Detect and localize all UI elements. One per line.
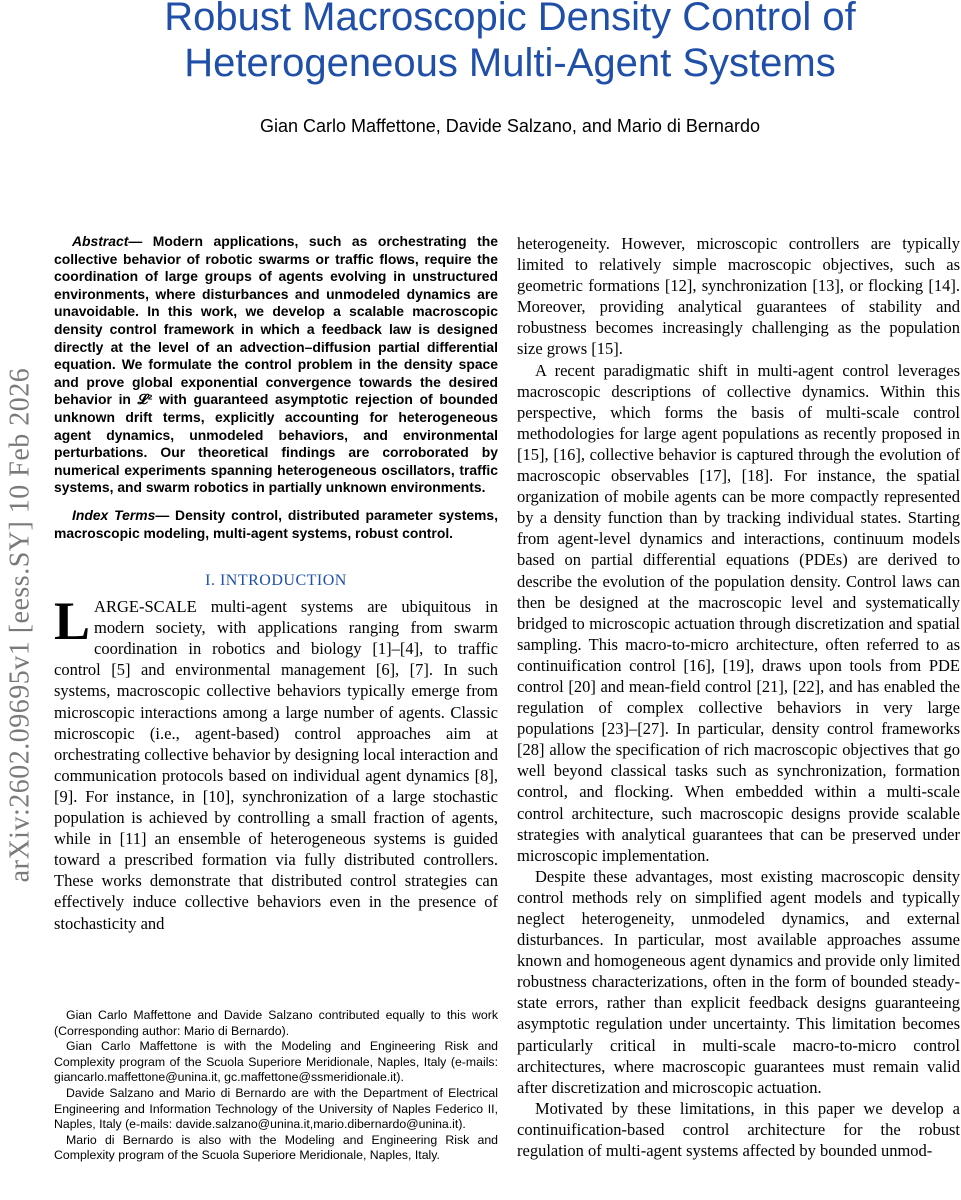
abstract [54, 233, 498, 497]
section-heading-introduction: I. INTRODUCTION [205, 572, 347, 590]
introduction-text: ARGE-SCALE multi-agent systems are ubiquitous in modern society, with applications ranging from swarm coordination in robotics and biology [1]–[4], to traffic control [5] and environmental management [6], [7]. In such systems, macroscopic collective behaviors typically emerge from microscopic interactions among a large number of agents. Classic microscopic (i.e., agent-based) control approaches aim at orchestrating collective behavior by designing local interaction and communication protocols based on individual agent dynamics [8], [9]. For instance, in [10], synchronization of a large stochastic population is achieved by controlling a small fraction of agents, while in [11] an ensemble of heterogeneous systems is guided toward a prescribed formation via fully distributed controllers. These works demonstrate that distributed control strategies can effectively induce collective behaviors even in the presence of stochasticity and [54, 597, 498, 933]
paper-authors: Gian Carlo Maffettone, Davide Salzano, and Mario di Bernardo [260, 116, 760, 136]
body-paragraph: heterogeneity. However, microscopic controllers are typically limited to relatively simple macroscopic objectives, such as geometric formations [12], synchronization [13], or flocking [14]. Moreover, providing analytical guarantees of stability and robustness becomes increasingly challenging as the population size grows [15]. [517, 234, 960, 359]
introduction-paragraph [54, 591, 498, 934]
body-paragraph: A recent paradigmatic shift in multi-agent control leverages macroscopic descriptions of collective dynamics. Within this perspective, which forms the basis of multi-scale control methodologies for large agent populations as recently proposed in [15], [16], collective behavior is captured through the evolution of macroscopic observables [17], [18]. For instance, the spatial organization of mobile agents can be more compactly represented by a density function than by tracking individual states. Starting from agent-level dynamics and interactions, continuum models based on partial differential equations (PDEs) are derived to describe the evolution of the population density. Control laws can then be designed at the macroscopic level and systematically bridged to microscopic actuation through discretization and spatial sampling. This macro-to-micro architecture, often referred to as continuification control [16], [19], draws upon tools from PDE control [20] and mean-field control [21], [22], and has enabled the regulation of complex collective behaviors in very large populations [23]–[27]. In particular, density control frameworks [28] allow the specification of rich macroscopic objectives that go well beyond classical tasks such as synchronization, formation control, and flocking. When embedded within a multi-scale control architecture, such macroscopic designs provide scalable strategies with analytical guarantees that can be preserved under microscopic implementation. [517, 360, 960, 865]
body-paragraph: Motivated by these limitations, in this paper we develop a continuification-based control architecture for the robust regulation of multi-agent systems affected by bounded unmod- [517, 1098, 960, 1161]
left-column [54, 233, 498, 934]
footnote: Gian Carlo Maffettone and Davide Salzano contributed equally to this work (Corresponding author: Mario di Bernardo). [54, 1008, 498, 1038]
index-terms-text: — Density control, distributed parameter systems, macroscopic modeling, multi-agent systems, robust control. [54, 506, 498, 541]
index-terms-lead: Index Terms [72, 506, 156, 523]
footnote: Gian Carlo Maffettone is with the Modeling and Engineering Risk and Complexity program of the Scuola Superiore Meridionale, Naples, Italy (e-mails: giancarlo.maffettone@unina.it, gc.maffettone@ssmeridionale.it). [54, 1039, 498, 1085]
arxiv-identifier: arXiv:2602.09695v1 [eess.SY] 10 Feb 2026 [4, 367, 35, 883]
footnote: Mario di Bernardo is also with the Modeling and Engineering Risk and Complexity program of the Scuola Superiore Meridionale, Naples, Italy. [54, 1132, 498, 1163]
arxiv-sidebar-stamp [0, 240, 40, 1010]
index-terms [54, 507, 498, 542]
abstract-lead: Abstract [72, 233, 129, 249]
drop-cap: L [54, 591, 91, 652]
abstract-text: — Modern applications, such as orchestrating the collective behavior of robotic swarms or traffic flows, require the coordination of large groups of agents evolving in unstructured environments, where disturbances and unmodeled dynamics are unavoidable. In this work, we develop a scalable macroscopic density control framework in which a feedback law is designed directly at the level of an advection–diffusion partial differential equation. We formulate the control problem in the density space and prove global exponential convergence towards the desired behavior in 𝓛² with guaranteed asymptotic rejection of bounded unknown drift terms, explicitly accounting for heterogeneous agent dynamics, unmodeled behaviors, and environmental perturbations. Our theoretical findings are corroborated by numerical experiments spanning heterogeneous oscillators, traffic systems, and swarm robotics in partially unknown environments. [54, 233, 498, 496]
footnote: Davide Salzano and Mario di Bernardo are with the Department of Electrical Engineering and Information Technology of the University of Naples Federico II, Naples, Italy (e-mails: davide.salzano@unina.it,mario.dibernardo@unina.it). [54, 1085, 498, 1132]
right-column [517, 233, 960, 1161]
body-paragraph: Despite these advantages, most existing macroscopic density control methods rely on simplified agent models and typically neglect heterogeneity, unmodeled dynamics, and external disturbances. In particular, most available approaches assume known and homogeneous agent dynamics and provide only limited robustness characterizations, often in the form of bounded steady-state errors, rather than explicit feedback designs guaranteeing asymptotic regulation under uncertainty. This limitation becomes particularly critical in multi-scale macro-to-micro control architectures, where macroscopic guarantees must remain valid after discretization and microscopic actuation. [517, 866, 960, 1097]
paper-title: Robust Macroscopic Density Control of Heterogeneous Multi-Agent Systems [164, 0, 856, 85]
footnotes [54, 1008, 498, 1164]
